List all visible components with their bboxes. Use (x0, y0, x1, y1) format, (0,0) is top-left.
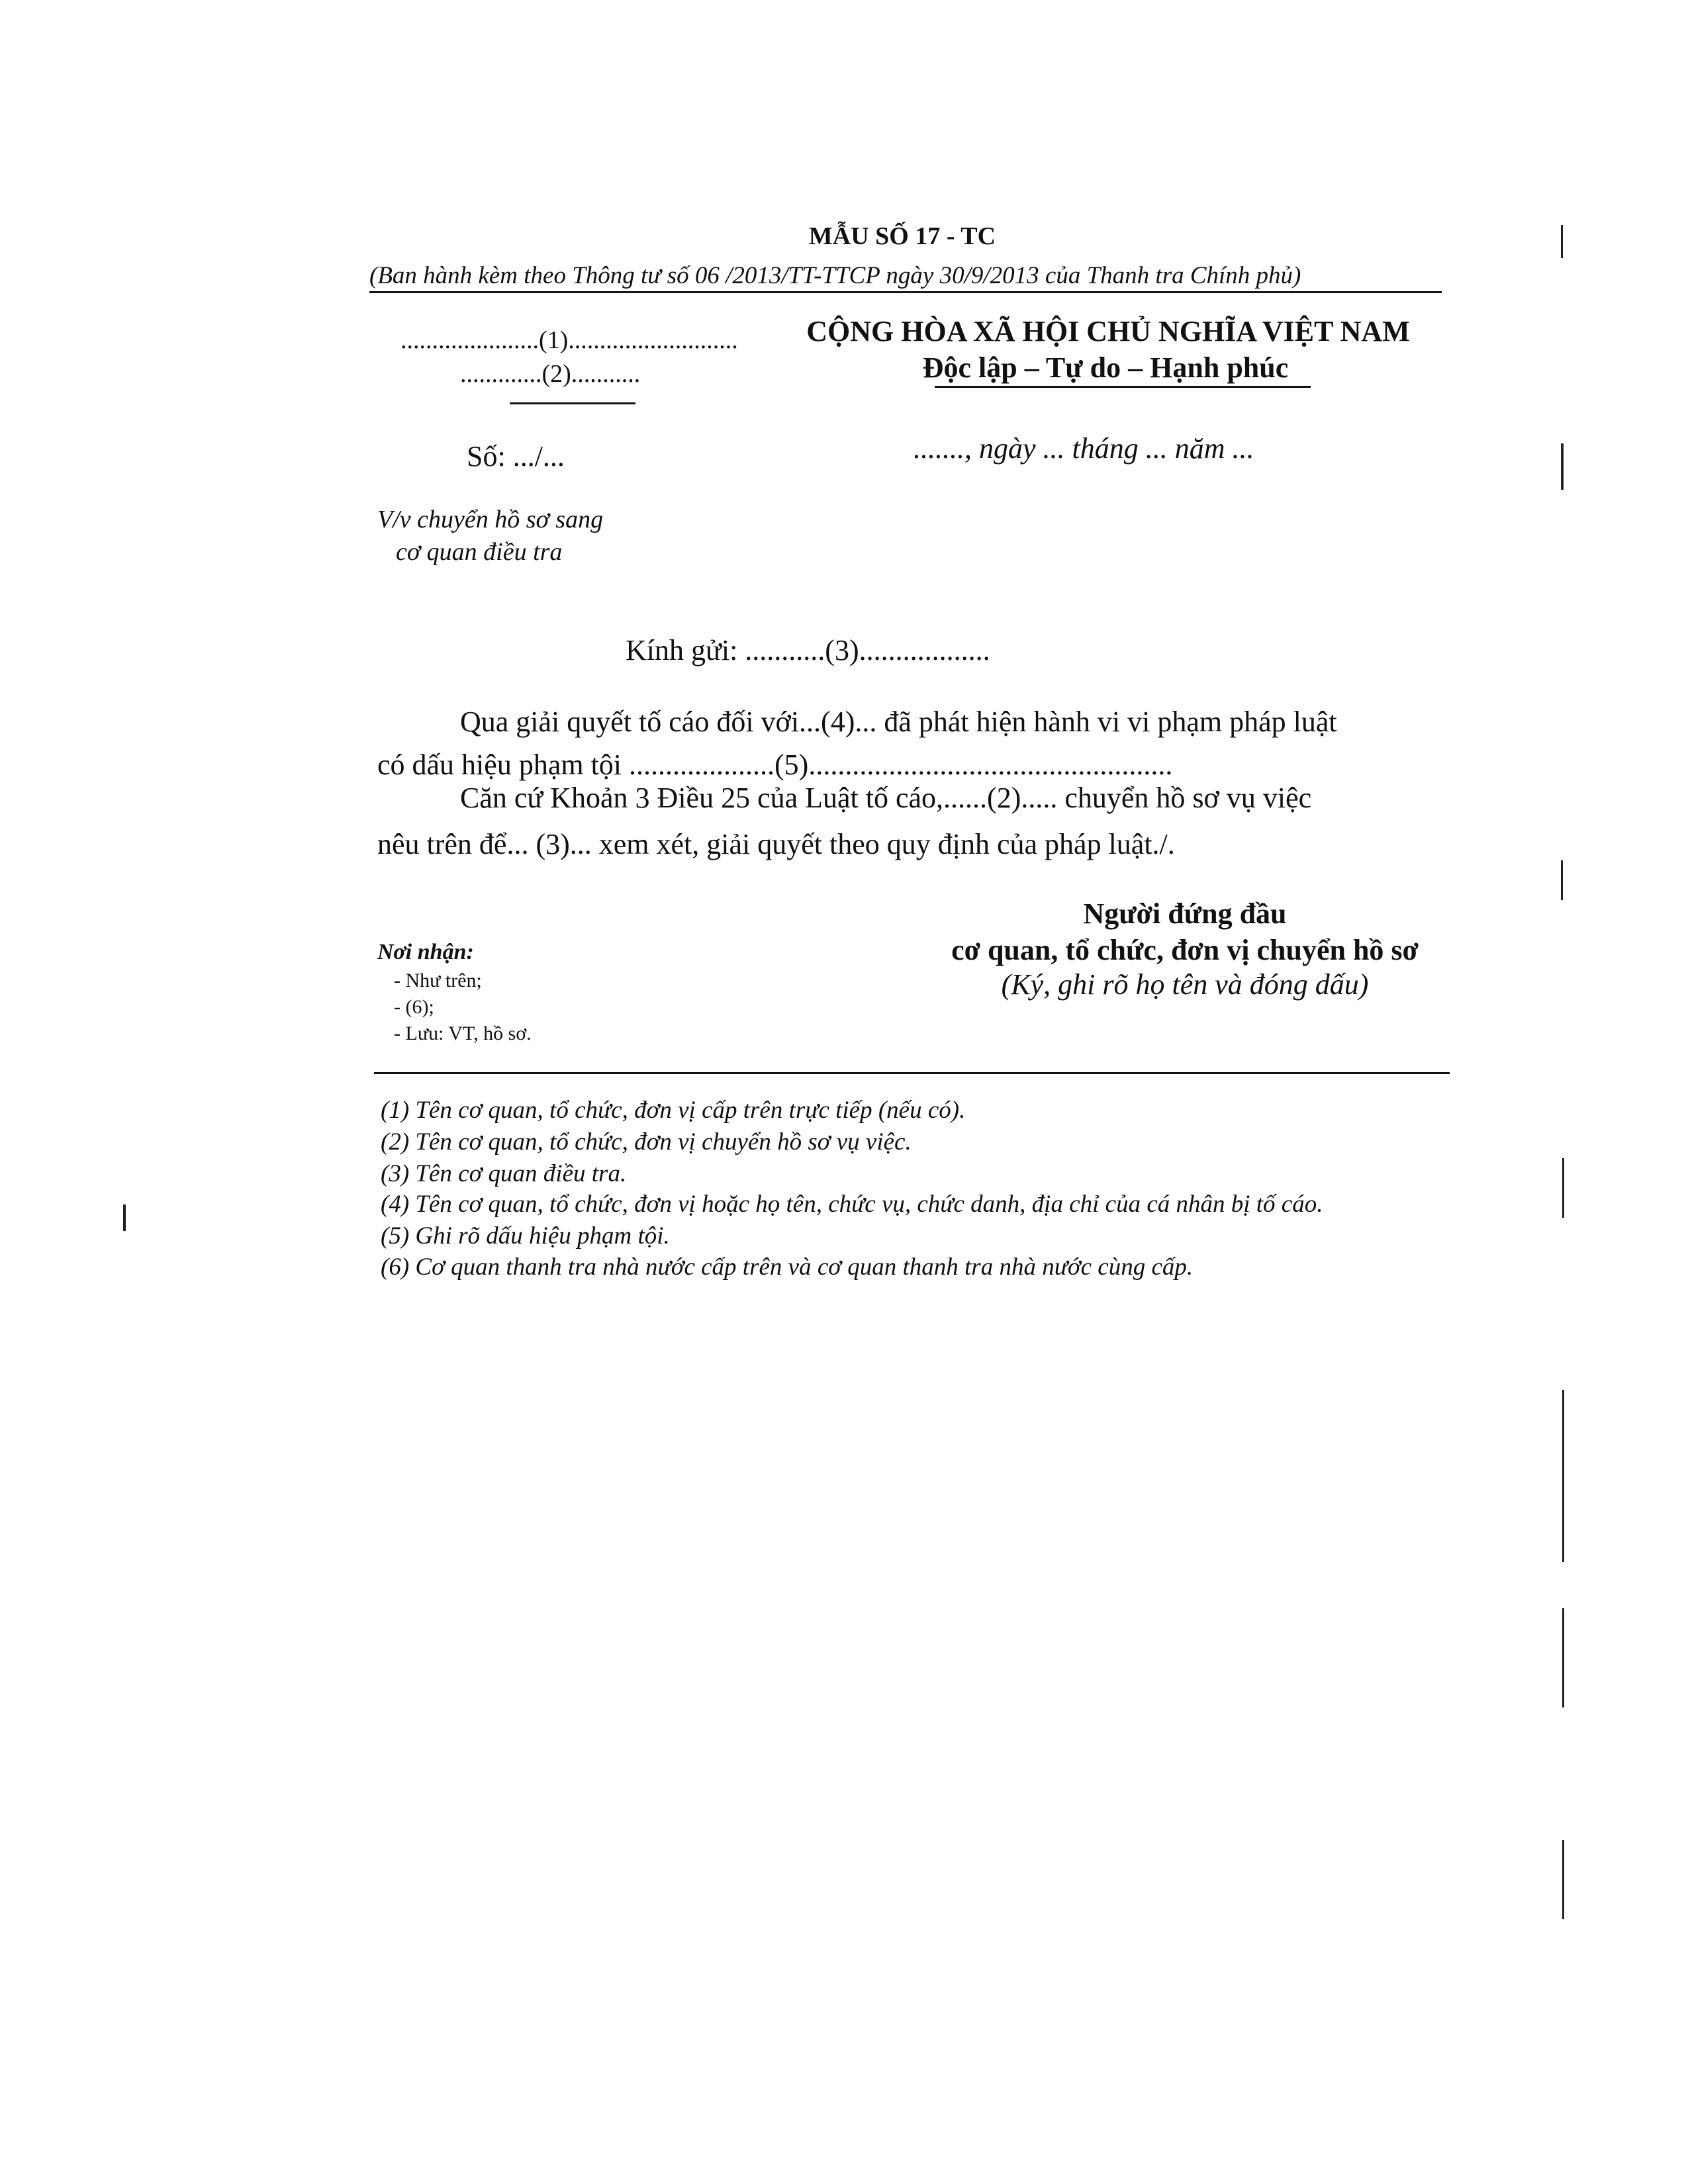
issued-note: (Ban hành kèm theo Thông tư số 06 /2013/TT-TTCP ngày 30/9/2013 của Thanh tra Chính phủ) (369, 262, 1301, 289)
footnote-item: (3) Tên cơ quan điều tra. (381, 1160, 627, 1187)
nation-title: CỘNG HÒA XÃ HỘI CHỦ NGHĨA VIỆT NAM (806, 315, 1410, 347)
footnote-separator (374, 1072, 1450, 1074)
signature-title-2: cơ quan, tổ chức, đơn vị chuyển hồ sơ (951, 934, 1419, 966)
recipients-title: Nơi nhận: (377, 940, 474, 964)
scan-edge-mark (1562, 1158, 1564, 1218)
scan-left-mark (123, 1205, 126, 1231)
national-motto: Độc lập – Tự do – Hạnh phúc (922, 351, 1289, 384)
document-number: Số: .../... (467, 440, 565, 473)
footnote-item: (6) Cơ quan thanh tra nhà nước cấp trên và cơ quan thanh tra nhà nước cùng cấp. (381, 1253, 1194, 1281)
scan-edge-mark (1561, 443, 1564, 490)
signature-title-1: Người đứng đầu (1083, 897, 1287, 930)
recipients-item: - Như trên; (394, 970, 482, 991)
scan-edge-mark (1561, 225, 1563, 258)
document-date: ......., ngày ... tháng ... năm ... (914, 432, 1254, 465)
footnote-item: (4) Tên cơ quan, tổ chức, đơn vị hoặc họ tên, chức vụ, chức danh, địa chỉ của cá nhân bị tố cáo. (381, 1191, 1323, 1218)
agency-line-2: .............(2)........... (460, 360, 641, 388)
paragraph-2-line-1: Căn cứ Khoản 3 Điều 25 của Luật tố cáo,......(2)..... chuyển hồ sơ vụ việc (460, 782, 1312, 814)
paragraph-1-line-2: có dấu hiệu phạm tội ....................(5).................................................. (377, 749, 1173, 781)
recipient-line: Kính gửi: ...........(3).................. (626, 634, 990, 666)
form-code: MẪU SỐ 17 - TC (808, 222, 996, 250)
scan-edge-mark (1562, 1840, 1564, 1919)
scan-edge-mark (1562, 1390, 1564, 1562)
signature-instruction: (Ký, ghi rõ họ tên và đóng dấu) (1001, 968, 1369, 1001)
scan-edge-mark (1561, 860, 1563, 900)
recipients-item: - (6); (394, 996, 434, 1018)
motto-underline (935, 386, 1311, 388)
issued-note-underline (369, 291, 1442, 293)
footnote-item: (5) Ghi rõ dấu hiệu phạm tội. (381, 1222, 670, 1250)
scan-edge-mark (1562, 1608, 1564, 1707)
recipients-item: - Lưu: VT, hồ sơ. (394, 1023, 532, 1044)
agency-underline (510, 402, 635, 404)
paragraph-2-line-2: nêu trên để... (3)... xem xét, giải quyết theo quy định của pháp luật./. (377, 828, 1175, 860)
agency-line-1: ......................(1)........................... (400, 326, 738, 354)
subject-line-2: cơ quan điều tra (396, 538, 563, 566)
subject-line-1: V/v chuyển hồ sơ sang (377, 506, 604, 533)
paragraph-1-line-1: Qua giải quyết tố cáo đối với...(4)... đã phát hiện hành vi vi phạm pháp luật (460, 705, 1337, 738)
footnote-item: (1) Tên cơ quan, tổ chức, đơn vị cấp trên trực tiếp (nếu có). (381, 1097, 966, 1124)
footnote-item: (2) Tên cơ quan, tổ chức, đơn vị chuyển hồ sơ vụ việc. (381, 1128, 912, 1156)
